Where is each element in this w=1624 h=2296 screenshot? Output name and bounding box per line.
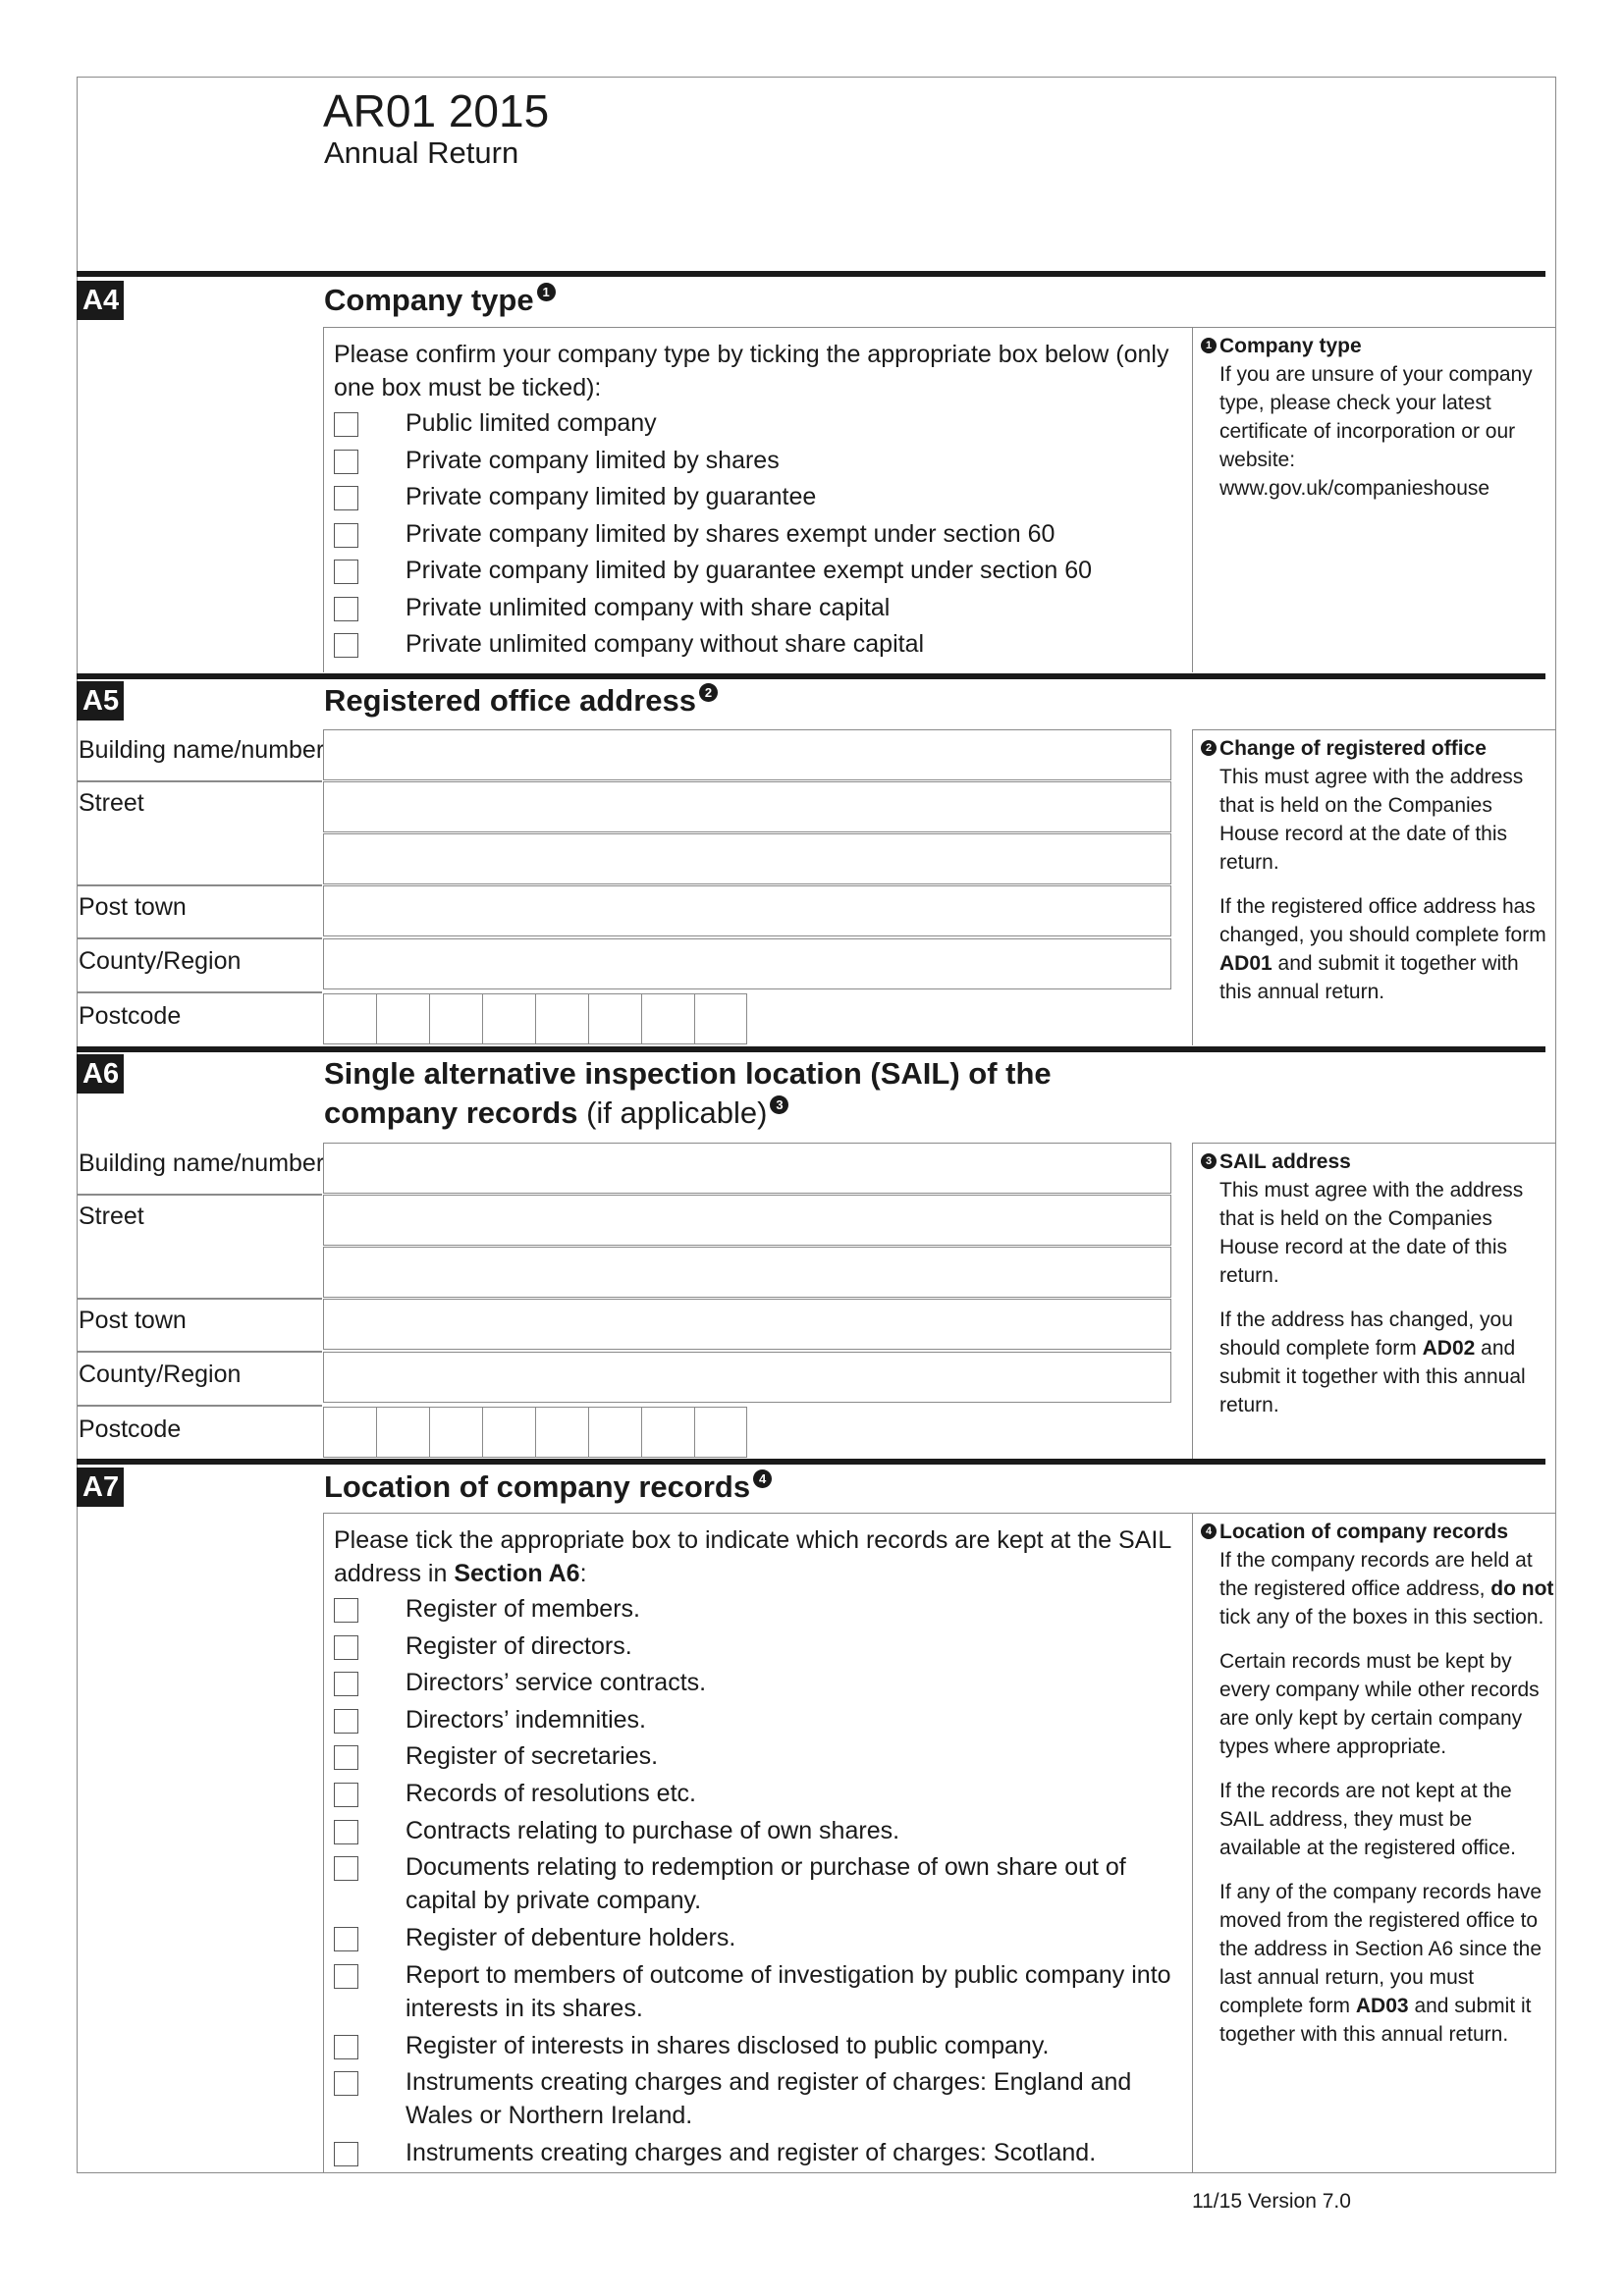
section-code-a4: A4 — [77, 281, 124, 320]
registered-office-note — [1192, 729, 1555, 1045]
company-type-option[interactable] — [324, 480, 1192, 517]
section-divider — [77, 1046, 1545, 1052]
note-text-part: If any of the company records have moved from the registered office to the address in Section A6 since the last annual return, you must complete form — [1219, 1881, 1543, 2017]
postcode-char-cell[interactable] — [482, 993, 535, 1044]
intro-text: Please tick the appropriate box to indicate which records are kept at the SAIL address in — [334, 1526, 1171, 1587]
records-option[interactable] — [324, 1629, 1192, 1667]
street-label: Street — [79, 789, 144, 817]
row-divider — [77, 991, 322, 993]
note-marker-1-icon: 1 — [1201, 338, 1217, 353]
row-divider — [77, 884, 322, 886]
postcode-char-cell[interactable] — [535, 993, 588, 1044]
street-label: Street — [79, 1202, 144, 1230]
sail-building-field[interactable] — [323, 1143, 1171, 1194]
note-title — [1201, 332, 1555, 360]
section-title-suffix: (if applicable) — [586, 1095, 768, 1130]
records-option[interactable] — [324, 2029, 1192, 2066]
company-type-option[interactable] — [324, 554, 1192, 591]
option-label: Directors’ indemnities. — [406, 1705, 646, 1734]
checkbox[interactable] — [334, 1964, 358, 1989]
records-option[interactable] — [324, 1958, 1192, 2029]
form-reference: AD03 — [1355, 1995, 1409, 2017]
option-label: Report to members of outcome of investigation by public company into interests in its shares. — [406, 1960, 1171, 2022]
section-title-a5 — [324, 681, 718, 721]
records-option[interactable] — [324, 2065, 1192, 2136]
section-code-a7: A7 — [77, 1468, 124, 1507]
option-label: Contracts relating to purchase of own shares. — [406, 1816, 900, 1844]
note-body — [1201, 1176, 1555, 1419]
records-option[interactable] — [324, 1739, 1192, 1777]
section-title-a4 — [324, 281, 556, 320]
records-location-intro — [324, 1514, 1192, 1590]
row-divider — [77, 780, 322, 782]
option-label: Instruments creating charges and register of charges: Scotland. — [406, 2139, 1097, 2167]
option-label: Documents relating to redemption or purchase of own share out of capital by private company. — [406, 1853, 1126, 1915]
checkbox[interactable] — [334, 597, 358, 621]
company-type-option[interactable] — [324, 627, 1192, 665]
postcode-char-cell[interactable] — [376, 1407, 429, 1458]
option-label: Private company limited by guarantee exempt under section 60 — [406, 557, 1092, 584]
option-label: Private company limited by guarantee — [406, 483, 817, 510]
checkbox[interactable] — [334, 450, 358, 474]
checkbox[interactable] — [334, 1783, 358, 1807]
option-label: Register of directors. — [406, 1631, 632, 1660]
note-text-part: If the registered office address has changed, you should complete form — [1219, 895, 1546, 946]
section-code-a6: A6 — [77, 1054, 124, 1094]
option-label: Register of members. — [406, 1595, 640, 1623]
note-title — [1201, 1518, 1555, 1546]
sail-postcode-field[interactable] — [323, 1407, 747, 1458]
company-type-option[interactable] — [324, 517, 1192, 555]
note-body — [1201, 360, 1555, 503]
option-label: Private unlimited company without share capital — [406, 630, 925, 658]
note-title-text: Company type — [1219, 335, 1362, 357]
note-marker-3-icon: 3 — [1201, 1153, 1217, 1169]
company-type-option[interactable] — [324, 591, 1192, 628]
option-label: Register of debenture holders. — [406, 1924, 736, 1952]
records-option[interactable] — [324, 1666, 1192, 1703]
note-body — [1201, 763, 1555, 1006]
section-divider — [77, 1459, 1545, 1465]
section-reference: Section A6 — [454, 1560, 580, 1587]
note-text-part: and submit it together with this annual return. — [1219, 952, 1519, 1003]
records-option[interactable] — [324, 1592, 1192, 1629]
version-footer: 11/15 Version 7.0 — [1192, 2190, 1351, 2213]
building-label: Building name/number — [79, 736, 325, 764]
note-text — [1219, 1306, 1555, 1419]
form-reference: AD01 — [1219, 952, 1272, 975]
sail-street-field[interactable] — [323, 1195, 1171, 1246]
company-type-panel — [323, 327, 1192, 672]
checkbox[interactable] — [334, 633, 358, 658]
registered-building-field[interactable] — [323, 729, 1171, 780]
option-label: Public limited company — [406, 409, 657, 437]
checkbox[interactable] — [334, 560, 358, 584]
checkbox[interactable] — [334, 1820, 358, 1844]
section-title-text: Registered office address — [324, 683, 697, 718]
postcode-char-cell[interactable] — [429, 1407, 482, 1458]
section-title-text: Company type — [324, 283, 534, 317]
postcode-char-cell[interactable] — [588, 1407, 641, 1458]
checkbox[interactable] — [334, 1745, 358, 1770]
form-subtitle: Annual Return — [324, 135, 519, 170]
records-location-panel — [323, 1513, 1192, 2173]
building-label: Building name/number — [79, 1149, 325, 1177]
note-title-text: Change of registered office — [1219, 737, 1487, 760]
records-option[interactable] — [324, 2136, 1192, 2173]
row-divider — [77, 1194, 322, 1196]
sail-street-field-2[interactable] — [323, 1247, 1171, 1298]
section-title-line — [324, 1094, 1052, 1133]
note-text — [1219, 1878, 1555, 2049]
postcode-char-cell[interactable] — [641, 1407, 694, 1458]
form-code: AR01 2015 — [323, 85, 550, 136]
postcode-char-cell[interactable] — [323, 1407, 376, 1458]
section-divider — [77, 271, 1545, 277]
note-text — [1219, 892, 1555, 1006]
note-text-part: and submit it together with this annual return. — [1219, 1337, 1526, 1416]
note-emphasis: do not — [1490, 1577, 1554, 1600]
postcode-char-cell[interactable] — [535, 1407, 588, 1458]
postcode-char-cell[interactable] — [694, 1407, 747, 1458]
intro-punctuation: : — [579, 1560, 587, 1587]
note-title — [1201, 1148, 1555, 1176]
records-option[interactable] — [324, 1850, 1192, 1921]
company-type-options — [324, 406, 1192, 665]
post-town-label: Post town — [79, 893, 187, 921]
checkbox[interactable] — [334, 1709, 358, 1734]
row-divider — [77, 1298, 322, 1300]
option-label: Private company limited by shares exempt under section 60 — [406, 519, 1056, 548]
checkbox[interactable] — [334, 1856, 358, 1881]
registered-county-field[interactable] — [323, 938, 1171, 989]
checkbox[interactable] — [334, 2071, 358, 2096]
note-body — [1201, 1546, 1555, 2049]
note-marker-4-icon: 4 — [753, 1469, 772, 1488]
note-text-part: and submit it together with this annual return. — [1219, 1995, 1532, 2046]
registered-street-field[interactable] — [323, 781, 1171, 832]
postcode-char-cell[interactable] — [641, 993, 694, 1044]
note-marker-2-icon: 2 — [699, 683, 718, 702]
postcode-char-cell[interactable] — [588, 993, 641, 1044]
records-option[interactable] — [324, 1703, 1192, 1740]
postcode-char-cell[interactable] — [376, 993, 429, 1044]
checkbox[interactable] — [334, 1635, 358, 1660]
section-title-text: company records — [324, 1095, 578, 1130]
company-type-note — [1192, 327, 1555, 672]
section-title-a7 — [324, 1468, 772, 1507]
option-label: Instruments creating charges and register of charges: England and Wales or Northern Ireland. — [406, 2068, 1132, 2130]
note-text: If you are unsure of your company type, please check your latest certificate of incorporation or our website: — [1219, 363, 1533, 471]
sail-address-note — [1192, 1143, 1555, 1459]
post-town-label: Post town — [79, 1307, 187, 1334]
company-type-intro: Please confirm your company type by ticking the appropriate box below (only one box must be ticked): — [334, 341, 1169, 401]
note-title-text: SAIL address — [1219, 1150, 1351, 1173]
records-option[interactable] — [324, 1921, 1192, 1958]
checkbox[interactable] — [334, 2142, 358, 2166]
checkbox[interactable] — [334, 1598, 358, 1623]
records-option[interactable] — [324, 1777, 1192, 1814]
note-text: This must agree with the address that is held on the Companies House record at the date of this return. — [1219, 1179, 1524, 1287]
checkbox[interactable] — [334, 412, 358, 437]
note-text — [1219, 1546, 1555, 1631]
option-label: Private company limited by shares — [406, 446, 780, 474]
postcode-label: Postcode — [79, 1002, 182, 1030]
note-text: This must agree with the address that is held on the Companies House record at the date of this return. — [1219, 766, 1524, 874]
row-divider — [77, 937, 322, 939]
records-option[interactable] — [324, 1814, 1192, 1851]
records-location-note — [1192, 1513, 1555, 2173]
checkbox[interactable] — [334, 486, 358, 510]
note-marker-3-icon: 3 — [770, 1095, 788, 1114]
note-title — [1201, 734, 1555, 763]
postcode-char-cell[interactable] — [694, 993, 747, 1044]
checkbox[interactable] — [334, 523, 358, 548]
county-label: County/Region — [79, 947, 242, 975]
company-type-option[interactable] — [324, 444, 1192, 481]
note-text-part: If the company records are held at the registered office address, — [1219, 1549, 1533, 1600]
note-text-part: If the address has changed, you should complete form — [1219, 1308, 1513, 1360]
county-label: County/Region — [79, 1361, 242, 1388]
section-divider — [77, 673, 1545, 679]
section-title-a6 — [324, 1054, 1052, 1133]
checkbox[interactable] — [334, 1672, 358, 1696]
note-text: Certain records must be kept by every company while other records are only kept by certain company types where appropriate. — [1219, 1650, 1540, 1758]
companies-house-website: www.gov.uk/companieshouse — [1219, 477, 1490, 500]
row-divider — [77, 1351, 322, 1353]
section-title-line: Single alternative inspection location (SAIL) of the — [324, 1056, 1052, 1091]
registered-post-town-field[interactable] — [323, 885, 1171, 936]
postcode-char-cell[interactable] — [429, 993, 482, 1044]
row-divider — [77, 1405, 322, 1407]
form-reference: AD02 — [1422, 1337, 1476, 1360]
note-marker-1-icon: 1 — [537, 283, 556, 301]
sail-post-town-field[interactable] — [323, 1299, 1171, 1350]
note-title-text: Location of company records — [1219, 1521, 1509, 1543]
registered-street-field-2[interactable] — [323, 833, 1171, 884]
checkbox[interactable] — [334, 2035, 358, 2059]
section-title-text: Location of company records — [324, 1469, 751, 1504]
postcode-char-cell[interactable] — [482, 1407, 535, 1458]
note-text: If the records are not kept at the SAIL address, they must be available at the registered office. — [1219, 1780, 1516, 1859]
postcode-label: Postcode — [79, 1415, 182, 1443]
option-label: Private unlimited company with share capital — [406, 593, 891, 621]
registered-postcode-field[interactable] — [323, 993, 747, 1044]
section-code-a5: A5 — [77, 681, 124, 721]
sail-county-field[interactable] — [323, 1352, 1171, 1403]
option-label: Register of interests in shares disclosed to public company. — [406, 2031, 1050, 2059]
option-label: Records of resolutions etc. — [406, 1779, 696, 1807]
note-text-part: tick any of the boxes in this section. — [1219, 1606, 1544, 1629]
checkbox[interactable] — [334, 1927, 358, 1951]
note-marker-4-icon: 4 — [1201, 1523, 1217, 1539]
company-type-option[interactable] — [324, 406, 1192, 444]
option-label: Register of secretaries. — [406, 1742, 659, 1771]
records-options — [324, 1592, 1192, 2173]
option-label: Directors’ service contracts. — [406, 1669, 707, 1697]
note-marker-2-icon: 2 — [1201, 740, 1217, 756]
postcode-char-cell[interactable] — [323, 993, 376, 1044]
